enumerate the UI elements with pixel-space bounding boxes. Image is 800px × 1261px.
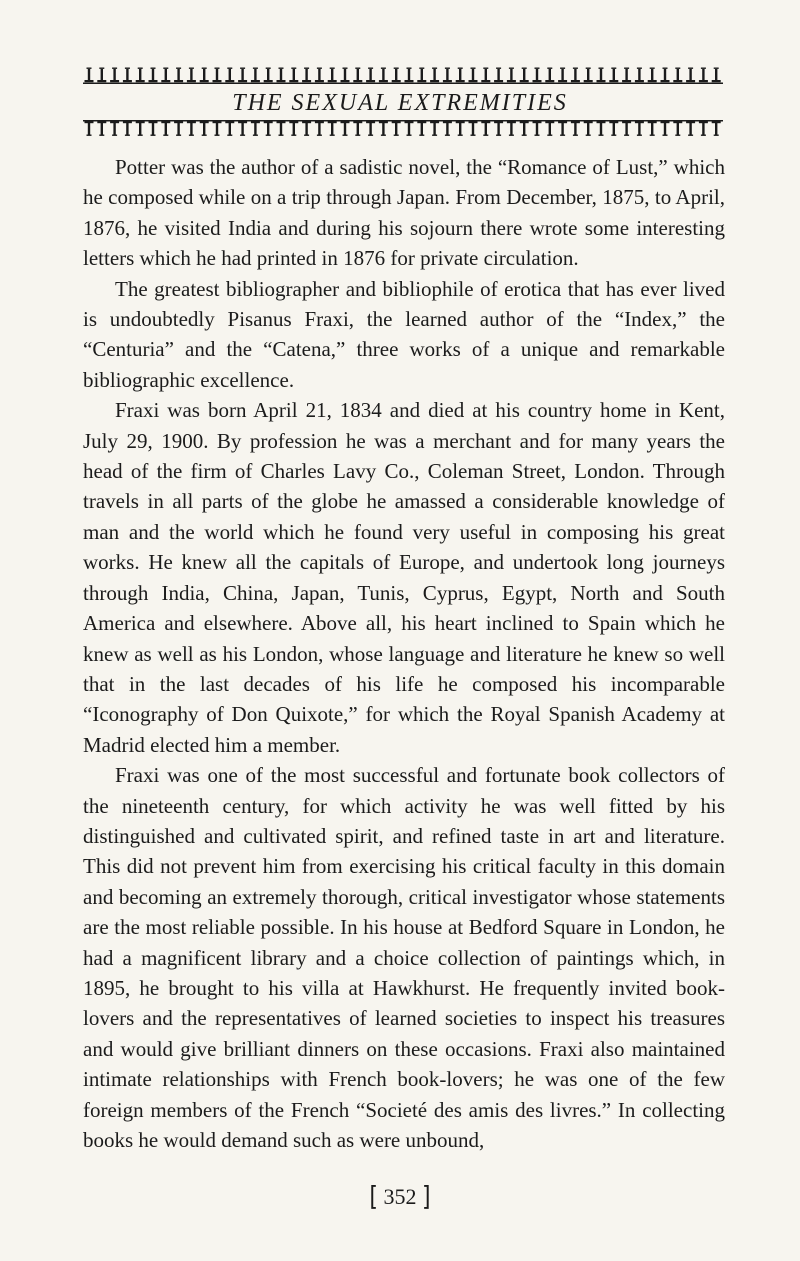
ornament-sort [277, 121, 286, 136]
running-head: THE SEXUAL EXTREMITIES [232, 90, 568, 116]
ornament-sort [353, 121, 362, 136]
ornament-sort [494, 121, 503, 136]
ornament-sort [315, 121, 324, 136]
ornament-sort [302, 121, 311, 136]
ornament-sort [635, 68, 644, 83]
folio-number: 352 [383, 1184, 417, 1209]
top-ornament-rule [83, 66, 723, 84]
ornament-sort [443, 68, 452, 83]
page-number [0, 1182, 800, 1213]
ornament-sort [609, 121, 618, 136]
folio-close-bracket: ] [422, 1182, 431, 1213]
ornament-sort [379, 121, 388, 136]
ornament-sort [328, 121, 337, 136]
ornament-sort [686, 68, 695, 83]
ornament-sort [136, 121, 145, 136]
ornament-sort [520, 121, 529, 136]
ornament-sort [597, 121, 606, 136]
ornament-sort [609, 68, 618, 83]
ornament-sort [123, 68, 132, 83]
ornament-sort [405, 121, 414, 136]
ornament-sort [110, 68, 119, 83]
ornament-sort [149, 68, 158, 83]
ornament-sort [353, 68, 362, 83]
ornament-sort [597, 68, 606, 83]
ornament-sort [661, 121, 670, 136]
ornament-sort [686, 121, 695, 136]
paragraph-fraxi-biography: Fraxi was born April 21, 1834 and died at his country home in Kent, July 29, 1900. By profession he was a merchant and for many years the head of the firm of Charles Lavy Co., Coleman Street, London. Through travels in all parts of the globe he amassed a considerable knowledge of man and the world which he found very useful in composing his great works. He knew all the capitals of Europe, and undertook long journeys through India, China, Japan, Tunis, Cyprus, Egypt, North and South America and elsewhere. Above all, his heart inclined to Spain which he knew as well as his London, whose language and literature he knew so well that in the last decades of his life he composed his incomparable “Iconography of Don Quixote,” for which the Royal Spanish Academy at Madrid elected him a member. [83, 398, 725, 757]
ornament-sort [584, 68, 593, 83]
ornament-sort [673, 121, 682, 136]
bottom-ornament-rule [83, 120, 723, 138]
ornament-sort [213, 68, 222, 83]
ornament-sort [648, 68, 657, 83]
ornament-sort [417, 68, 426, 83]
ornament-sort [225, 68, 234, 83]
ornament-sort [149, 121, 158, 136]
ornament-baseline [83, 120, 723, 122]
ornament-sort [264, 68, 273, 83]
ornament-sort [328, 68, 337, 83]
ornament-sort [302, 68, 311, 83]
ornament-sort [507, 68, 516, 83]
ornament-sort [673, 68, 682, 83]
ornament-sort [200, 121, 209, 136]
ornament-sort [213, 121, 222, 136]
ornament-sort [110, 121, 119, 136]
ornament-sort [507, 121, 516, 136]
ornament-sort [379, 68, 388, 83]
ornament-sort [136, 68, 145, 83]
ornament-sort [174, 121, 183, 136]
paragraph-potter: Potter was the author of a sadistic novel, the “Romance of Lust,” which he composed while on a trip through Japan. From December, 1875, to April, 1876, he visited India and during his sojourn there wrote some interesting letters which he had printed in 1876 for private circulation. [83, 155, 725, 271]
ornament-sort [571, 121, 580, 136]
ornament-sort [520, 68, 529, 83]
ornament-sort [315, 68, 324, 83]
ornament-sort [238, 68, 247, 83]
paragraph-fraxi-intro: The greatest bibliographer and bibliophile of erotica that has ever lived is undoubtedly Pisanus Fraxi, the learned author of the “Index,” the “Centuria” and the “Catena,” three works of a unique and remarkable bibliographic excellence. [83, 276, 725, 392]
ornament-sort [289, 121, 298, 136]
ornament-sort [443, 121, 452, 136]
ornament-sort [187, 121, 196, 136]
ornament-sort [174, 68, 183, 83]
ornament-sort [251, 68, 260, 83]
ornament-sort [712, 121, 721, 136]
ornament-sort [558, 121, 567, 136]
ornament-sort [123, 121, 132, 136]
ornament-sort [392, 121, 401, 136]
ornament-sort [635, 121, 644, 136]
ornament-sort [456, 121, 465, 136]
ornament-sort [494, 68, 503, 83]
ornament-sort [622, 68, 631, 83]
ornament-sort [456, 68, 465, 83]
ornament-sort [97, 121, 106, 136]
ornament-sort [699, 68, 708, 83]
ornament-sort [469, 121, 478, 136]
ornament-sort [545, 121, 554, 136]
ornament-sort [289, 68, 298, 83]
ornament-sort [661, 68, 670, 83]
ornament-sort [584, 121, 593, 136]
ornament-sort [341, 121, 350, 136]
ornament-sort [161, 68, 170, 83]
body-text [83, 152, 725, 1155]
folio-open-bracket: [ [369, 1182, 378, 1213]
ornament-sort [405, 68, 414, 83]
ornament-baseline [83, 83, 723, 85]
ornament-sort [277, 68, 286, 83]
ornament-sort [430, 121, 439, 136]
ornament-sort [97, 68, 106, 83]
ornament-sort [430, 68, 439, 83]
ornament-sort [161, 121, 170, 136]
ornament-sort [366, 121, 375, 136]
ornament-sort [187, 68, 196, 83]
ornament-sort [251, 121, 260, 136]
ornament-sort [699, 121, 708, 136]
ornament-sort [238, 121, 247, 136]
ornament-sort [469, 68, 478, 83]
ornament-sort [712, 68, 721, 83]
ornament-sort [225, 121, 234, 136]
ornament-sort [481, 121, 490, 136]
ornament-sort [85, 68, 94, 83]
ornament-sort [200, 68, 209, 83]
ornament-sort [481, 68, 490, 83]
ornament-sort [533, 121, 542, 136]
ornament-sort [341, 68, 350, 83]
ornament-sort [648, 121, 657, 136]
ornament-sort [533, 68, 542, 83]
ornament-sort [622, 121, 631, 136]
ornament-sort [85, 121, 94, 136]
paragraph-fraxi-collector: Fraxi was one of the most successful and fortunate book collectors of the nineteenth century, for which activity he was well fitted by his distinguished and cultivated spirit, and refined taste in art and literature. This did not prevent him from exercising his critical faculty in this domain and becoming an extremely thorough, critical investigator whose statements are the most reliable possible. In his house at Bedford Square in London, he had a magnificent library and a choice collection of paintings which, in 1895, he brought to his villa at Hawkhurst. He frequently invited book-lovers and the representatives of learned societies to inspect his treasures and would give brilliant dinners on these occasions. Fraxi also maintained intimate relationships with French book-lovers; he was one of the few foreign members of the French “Societé des amis des livres.” In collecting books he would demand such as were unbound, [83, 763, 725, 1152]
ornament-sort [264, 121, 273, 136]
ornament-sort [571, 68, 580, 83]
ornament-sort [366, 68, 375, 83]
ornament-sort [417, 121, 426, 136]
ornament-sort [392, 68, 401, 83]
ornament-sort [545, 68, 554, 83]
ornament-sort [558, 68, 567, 83]
